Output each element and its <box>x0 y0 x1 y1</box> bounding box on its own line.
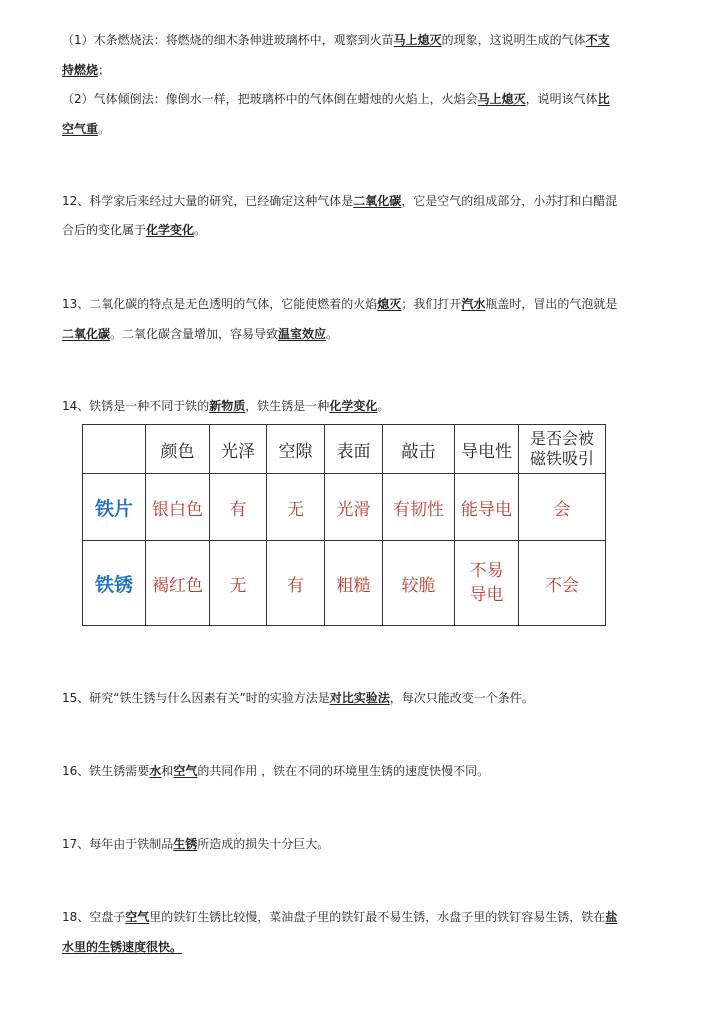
table-cell: 有韧性 <box>383 474 455 541</box>
q11-line3: （2）气体倾倒法：像倒水一样，把玻璃杯中的气体倒在蜡烛的火焰上，火焰会马上熄灭，说明该气体比 <box>62 92 610 106</box>
answer-blank: 熄灭 <box>377 297 402 311</box>
row-header-rust: 铁锈 <box>83 541 146 626</box>
table-cell: 无 <box>267 474 325 541</box>
table-cell: 粗糙 <box>325 541 383 626</box>
answer-blank: 二氧化碳 <box>62 327 111 341</box>
answer-blank: 空气 <box>125 910 150 924</box>
table-cell: 不会 <box>519 541 606 626</box>
answer-blank: 空气 <box>173 764 198 778</box>
answer-blank: 二氧化碳 <box>353 194 402 208</box>
answer-blank: 新物质 <box>209 399 246 413</box>
answer-blank: 化学变化 <box>146 223 195 237</box>
q17-line: 17、每年由于铁制品生锈所造成的损失十分巨大。 <box>62 837 330 851</box>
table-cell: 无 <box>210 541 267 626</box>
answer-blank: 水里的生锈速度很快。 <box>62 940 183 954</box>
q13-line2: 二氧化碳。二氧化碳含量增加，容易导致温室效应。 <box>62 327 339 341</box>
answer-blank: 空气重 <box>62 122 99 136</box>
q16-line: 16、铁生锈需要水和空气的共同作用 ，铁在不同的环境里生锈的速度快慢不同。 <box>62 764 490 778</box>
q14-line1: 14、铁锈是一种不同于铁的新物质，铁生锈是一种化学变化。 <box>62 399 390 413</box>
q12-line2: 合后的变化属于化学变化。 <box>62 223 207 237</box>
table-cell: 有 <box>267 541 325 626</box>
answer-blank: 生锈 <box>173 837 198 851</box>
answer-blank: 马上熄灭 <box>393 33 442 47</box>
answer-blank: 持燃烧 <box>62 63 99 77</box>
q15-line: 15、研究“铁生锈与什么因素有关”时的实验方法是对比实验法，每次只能改变一个条件。 <box>62 691 534 705</box>
answer-blank: 水 <box>149 764 162 778</box>
table-header-cell: 颜色 <box>146 425 210 474</box>
table-header-cell: 光泽 <box>210 425 267 474</box>
answer-blank: 不支 <box>585 33 610 47</box>
table-cell: 能导电 <box>455 474 519 541</box>
q13-line1: 13、二氧化碳的特点是无色透明的气体，它能使燃着的火焰熄灭；我们打开汽水瓶盖时，冒出的气泡就是 <box>62 297 618 311</box>
table-cell: 不易 导电 <box>455 541 519 626</box>
table-header-cell <box>83 425 146 474</box>
answer-blank: 对比实验法 <box>329 691 390 705</box>
q11-line4: 空气重。 <box>62 122 111 136</box>
table-cell: 光滑 <box>325 474 383 541</box>
table-header-row <box>83 425 606 474</box>
table-cell: 褐红色 <box>146 541 210 626</box>
answer-blank: 马上熄灭 <box>477 92 526 106</box>
q12-line1: 12、科学家后来经过大量的研究，已经确定这种气体是二氧化碳，它是空气的组成部分，小苏打和白醋混 <box>62 194 618 208</box>
answer-blank: 温室效应 <box>278 327 327 341</box>
q11-line1: （1）木条燃烧法：将燃烧的细木条伸进玻璃杯中，观察到火苗马上熄灭的现象，这说明生成的气体不支 <box>62 33 610 47</box>
table-cell: 银白色 <box>146 474 210 541</box>
iron-vs-rust-table <box>82 424 606 626</box>
table-header-cell: 空隙 <box>267 425 325 474</box>
table-header-cell: 是否会被 磁铁吸引 <box>519 425 606 474</box>
answer-blank: 比 <box>597 92 610 106</box>
answer-blank: 盐 <box>605 910 618 924</box>
table-cell: 较脆 <box>383 541 455 626</box>
q18-line2 <box>62 939 182 955</box>
answer-blank: 化学变化 <box>329 399 378 413</box>
q11-line2: 持燃烧； <box>62 63 111 77</box>
table-header-cell: 导电性 <box>455 425 519 474</box>
answer-blank: 汽水 <box>461 297 486 311</box>
table-row <box>83 541 606 626</box>
q18-line1: 18、空盘子空气里的铁钉生锈比较慢，菜油盘子里的铁钉最不易生锈，水盘子里的铁钉容易生锈，铁在盐 <box>62 910 618 924</box>
table-header-cell: 表面 <box>325 425 383 474</box>
table-cell: 有 <box>210 474 267 541</box>
table-header-cell: 敲击 <box>383 425 455 474</box>
table-cell: 会 <box>519 474 606 541</box>
row-header-iron: 铁片 <box>83 474 146 541</box>
table-row <box>83 474 606 541</box>
